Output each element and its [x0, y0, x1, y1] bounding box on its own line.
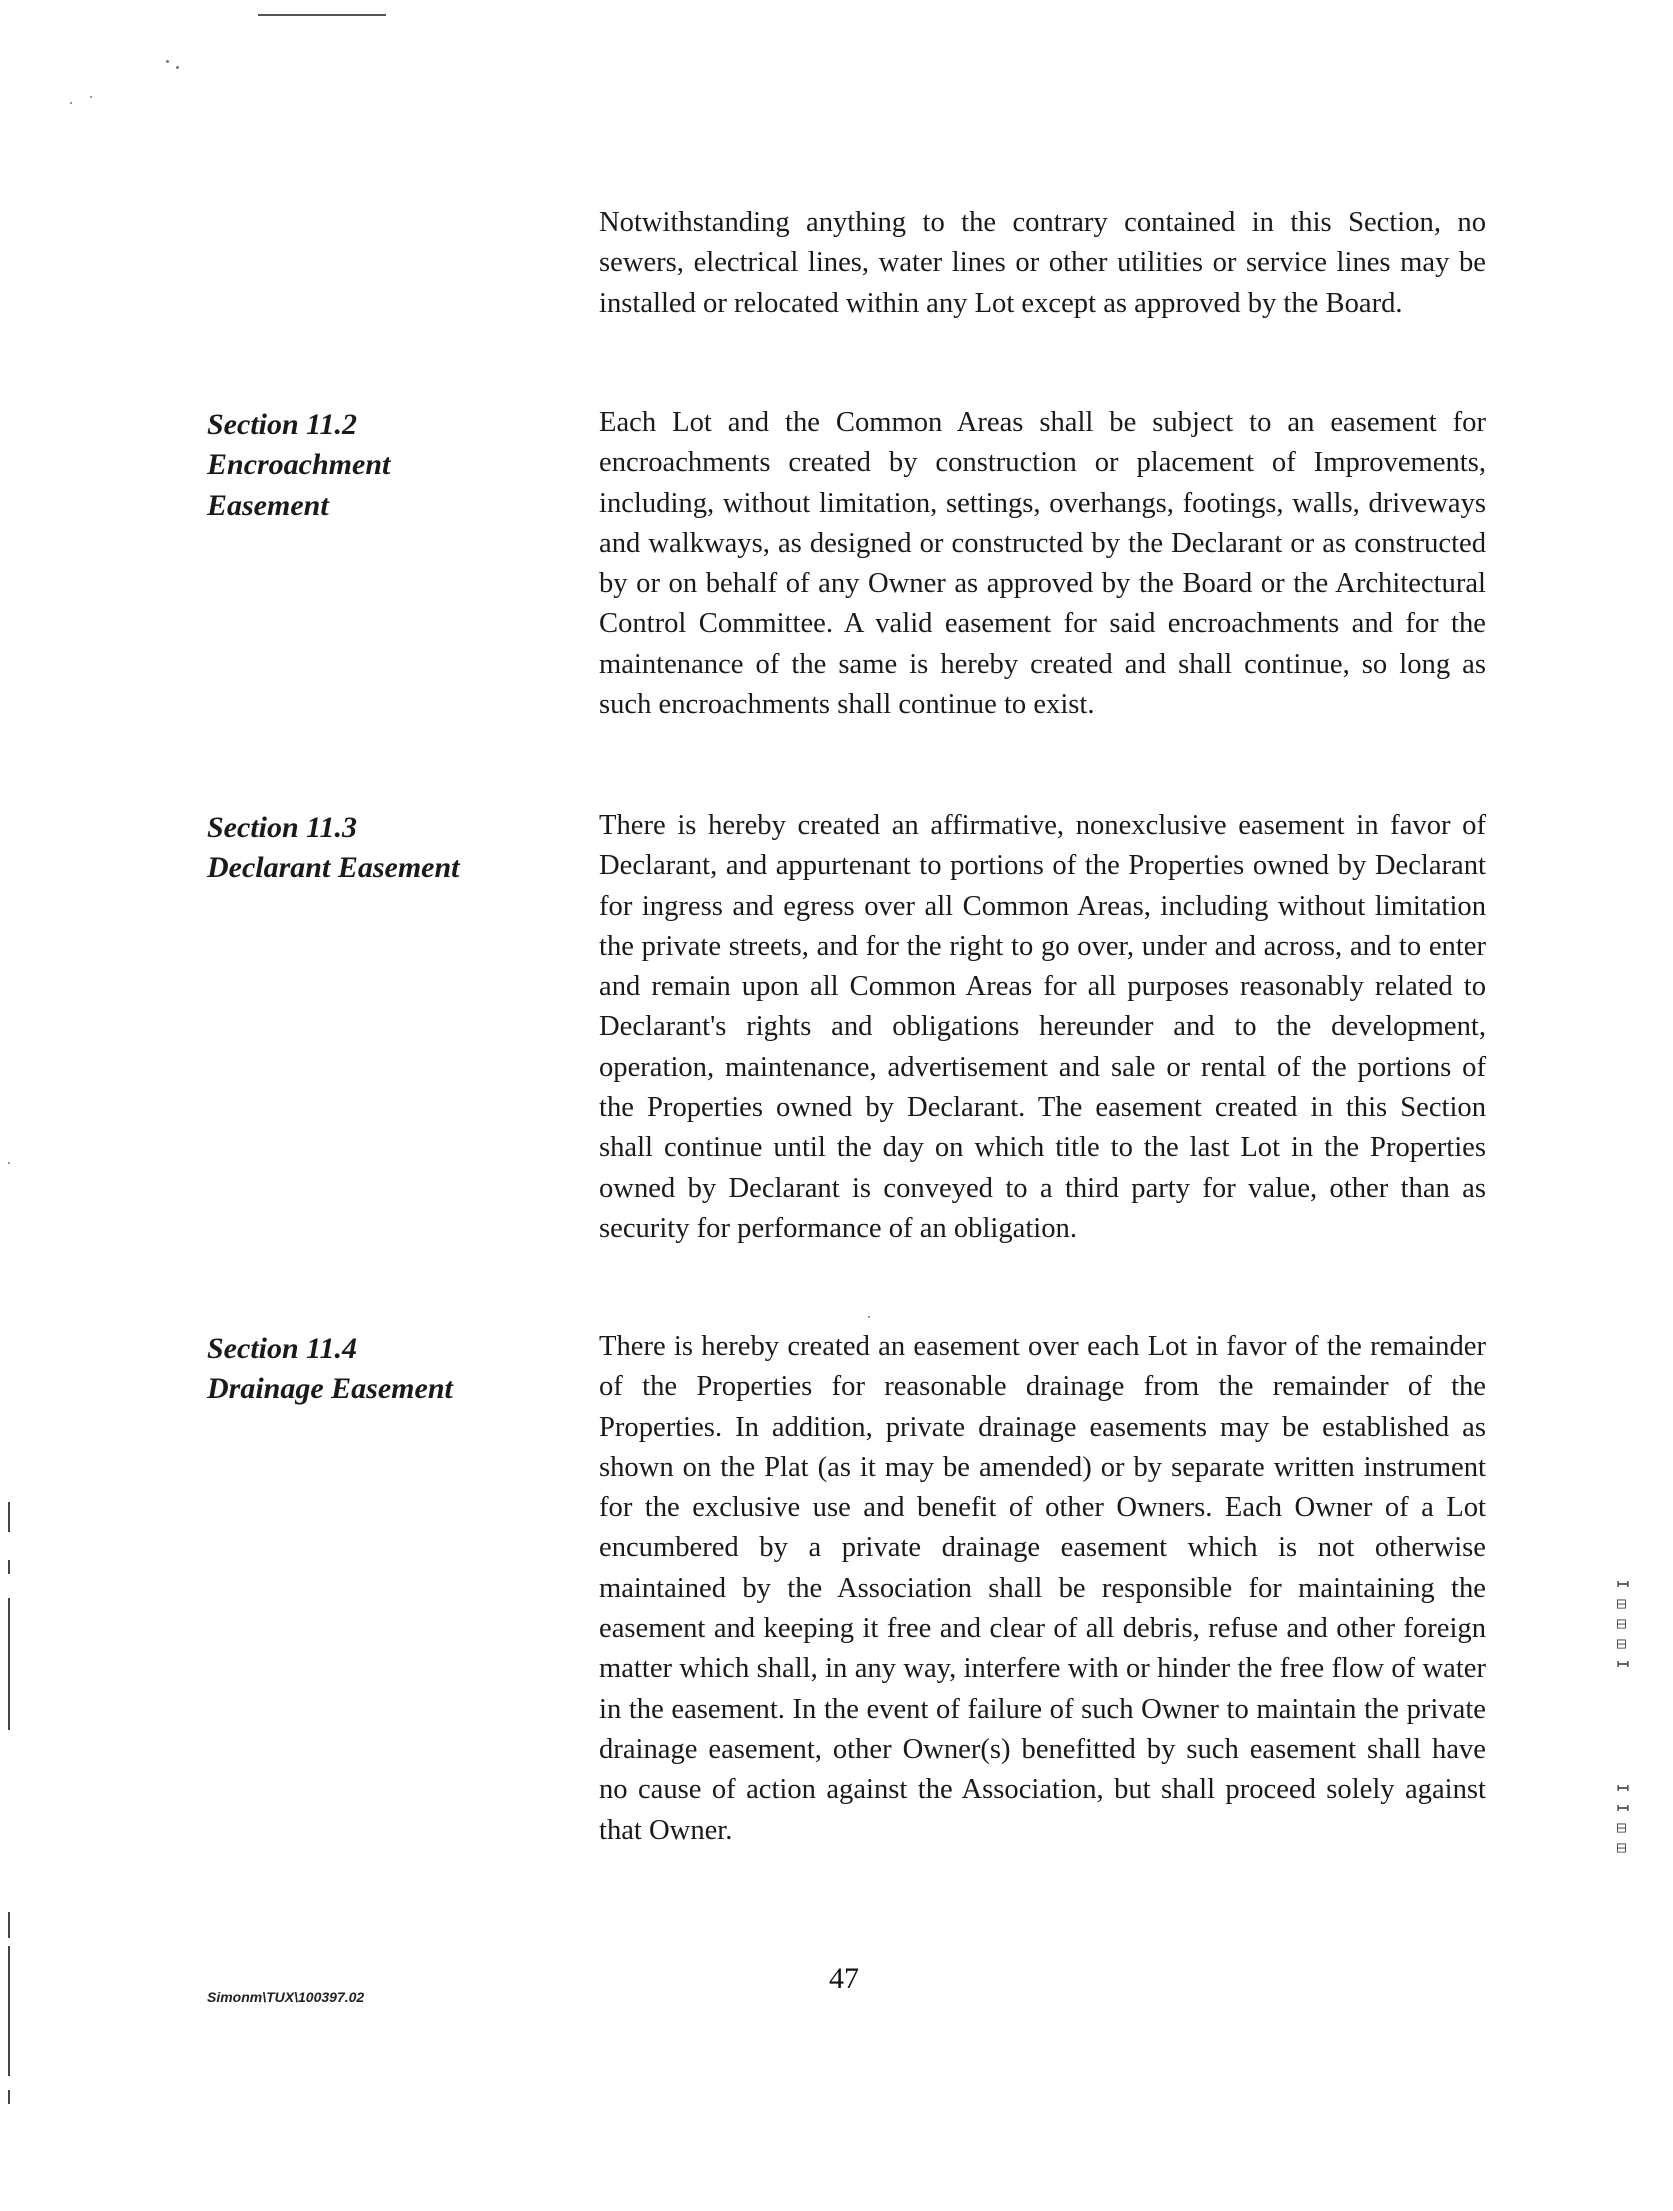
scan-top-rule: [258, 14, 386, 16]
section-number: Section 11.3: [207, 811, 358, 844]
scan-glyph: ◫: [1614, 1823, 1632, 1833]
scan-glyph: I: [1614, 1803, 1632, 1813]
section-11-4-heading: [207, 1329, 557, 1410]
section-number: Section 11.4: [207, 1332, 358, 1365]
section-title: Declarant Easement: [207, 851, 460, 885]
scan-margin-line: [8, 2090, 10, 2104]
scan-speck: [176, 66, 179, 69]
scan-glyph: I: [1614, 1783, 1632, 1793]
section-11-2-text: Each Lot and the Common Areas shall be subject to an easement for encroachments created by construction or placement of Improvements, including, without limitation, settings, overhangs, footings, walls, driveways and walkways, as designed or constructed by the Declarant or as constructed by or on behalf of any Owner as approved by the Board or the Architectural Control Committee. A valid easement for said encroachments and for the maintenance of the same is hereby created and shall continue, so long as such encroachments shall continue to exist.: [599, 407, 1486, 721]
section-title: Drainage Easement: [207, 1372, 453, 1406]
scan-speck: [90, 96, 92, 98]
page-number: 47: [829, 1962, 859, 1995]
section-number: Section 11.2: [207, 408, 358, 441]
scan-binder-marks: [1614, 1574, 1632, 1674]
scan-binder-marks: [1614, 1778, 1632, 1858]
scan-margin-line: [8, 1912, 10, 1938]
scan-margin-line: [8, 1598, 10, 1730]
scan-glyph: ◫: [1614, 1619, 1632, 1629]
scan-margin-line: [8, 1946, 10, 2076]
section-title: Easement: [207, 488, 329, 522]
scan-glyph: ◫: [1614, 1843, 1632, 1853]
scan-margin-line: [8, 1560, 10, 1574]
scan-glyph: I: [1614, 1659, 1632, 1669]
scan-glyph: ◫: [1614, 1599, 1632, 1609]
section-11-3-text: There is hereby created an affirmative, nonexclusive easement in favor of Declarant, and appurtenant to portions of the Properties owned by Declarant for ingress and egress over all Common Areas, including without limitation the private streets, and for the right to go over, under and across, and to enter and remain upon all Common Areas for all purposes reasonably related to Declarant's rights and obligations hereunder and to the development, operation, maintenance, advertisement and sale or rental of the portions of the Properties owned by Declarant. The easement created in this Section shall continue until the day on which title to the last Lot in the Properties owned by Declarant is conveyed to a third party for value, other than as security for performance of an obligation.: [599, 810, 1486, 1244]
intro-paragraph: Notwithstanding anything to the contrary contained in this Section, no sewers, electrical lines, water lines or other utilities or service lines may be installed or relocated within any Lot except as approved by the Board.: [599, 207, 1486, 319]
scan-speck: [8, 1162, 10, 1164]
scan-margin-line: [8, 1502, 10, 1532]
scan-speck: [166, 60, 169, 63]
section-11-4-text: There is hereby created an easement over each Lot in favor of the remainder of the Properties for reasonable drainage from the remainder of the Properties. In addition, private drainage easements may be established as shown on the Plat (as it may be amended) or by separate written instrument for the exclusive use and benefit of other Owners. Each Owner of a Lot encumbered by a private drainage easement which is not otherwise maintained by the Association shall be responsible for maintaining the easement and keeping it free and clear of all debris, refuse and other foreign matter which shall, in any way, interfere with or hinder the free flow of water in the easement. In the event of failure of such Owner to maintain the private drainage easement, other Owner(s) benefitted by such easement shall have no cause of action against the Association, but shall proceed solely against that Owner.: [599, 1331, 1486, 1846]
scan-speck: [868, 1316, 870, 1318]
scan-glyph: I: [1614, 1579, 1632, 1589]
section-title: Encroachment: [207, 448, 391, 482]
scan-glyph: ◫: [1614, 1639, 1632, 1649]
section-11-2-heading: [207, 405, 557, 526]
section-11-3-heading: [207, 808, 557, 889]
scan-speck: [70, 102, 72, 104]
document-id: Simonm\TUX\100397.02: [207, 1989, 365, 2005]
